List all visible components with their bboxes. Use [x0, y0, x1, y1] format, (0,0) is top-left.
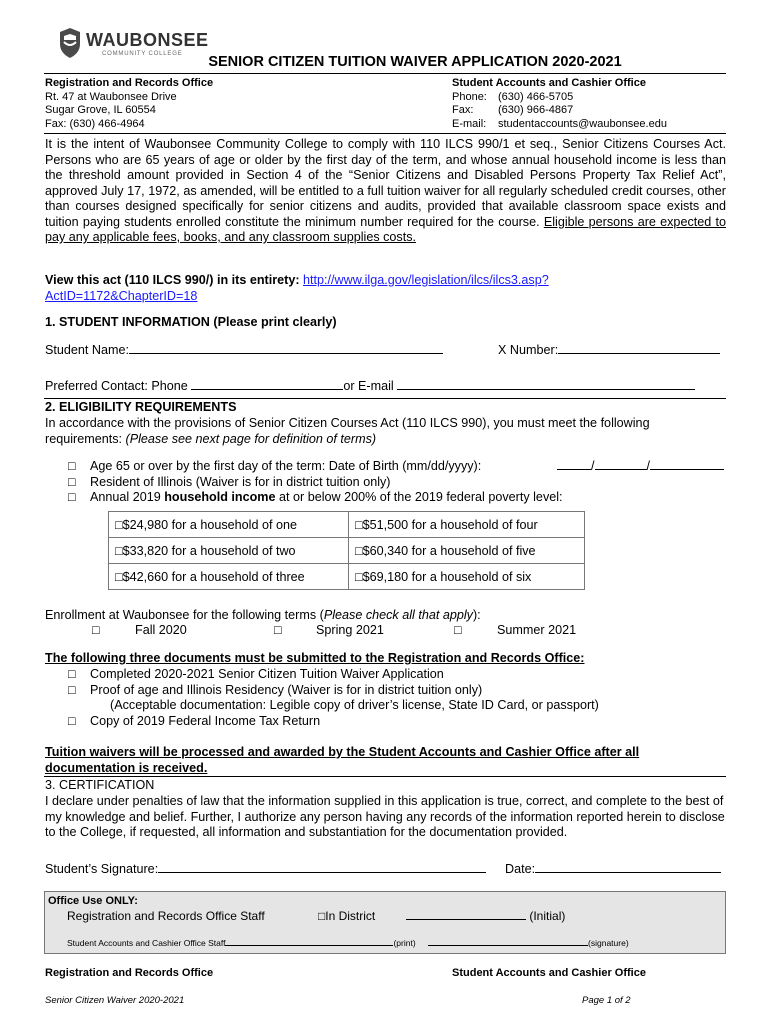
- fees-notice: Eligible persons are expected to pay any applicable fees, books, and any classroom supplies costs.: [45, 214, 726, 244]
- registration-address-line: Rt. 47 at Waubonsee Drive: [45, 90, 177, 103]
- signature-row: [45, 862, 726, 878]
- term-options: [92, 623, 612, 639]
- processing-notice: [45, 745, 735, 776]
- requirement-income-text-end: at or below 200% of the 2019 federal poverty level:: [275, 490, 563, 504]
- requirement-income-text: Annual 2019: [90, 490, 165, 504]
- act-link[interactable]: http://www.ilga.gov/legislation/ilcs/ilcs3.asp?: [303, 273, 549, 287]
- divider: [44, 398, 726, 399]
- act-link-continued[interactable]: ActID=1172&ChapterID=18: [45, 288, 198, 303]
- documents-list: [68, 667, 728, 729]
- table-row: [109, 564, 585, 590]
- requirement-income: [68, 490, 728, 506]
- logo-wordmark: WAUBONSEE: [86, 30, 209, 50]
- processing-notice-line: Tuition waivers will be processed and awarded by the Student Accounts and Cashier Office after all: [45, 745, 640, 759]
- income-table: [108, 511, 585, 590]
- checkbox[interactable]: □: [274, 623, 282, 637]
- processing-notice-line: documentation is received.: [45, 760, 208, 775]
- acceptable-documentation: (Acceptable documentation: Legible copy of driver’s license, State ID Card, or passport): [110, 698, 599, 712]
- in-district-checkbox[interactable]: □In District: [318, 909, 376, 923]
- checkbox[interactable]: □: [92, 623, 100, 637]
- email-label: E-mail:: [452, 117, 487, 130]
- initial-field[interactable]: [406, 919, 526, 920]
- requirement-resident: [68, 475, 728, 491]
- term-spring-2021: Spring 2021: [316, 623, 384, 637]
- divider: [44, 776, 726, 777]
- phone-field[interactable]: [191, 389, 343, 390]
- divider: [44, 73, 726, 74]
- enrollment-suffix: ):: [472, 608, 481, 622]
- or-email-label: or E-mail: [343, 379, 394, 393]
- eligibility-intro: [45, 416, 735, 447]
- birth-day-field[interactable]: [595, 469, 647, 470]
- email-field[interactable]: [397, 389, 695, 390]
- act-reference: [45, 273, 726, 304]
- bottom-registration-label: Registration and Records Office: [45, 967, 214, 979]
- registration-contact: [45, 77, 213, 131]
- requirements-list: [68, 459, 728, 506]
- footer-form-name: Senior Citizen Waiver 2020-2021: [45, 995, 185, 1006]
- student-name-field[interactable]: [129, 353, 443, 354]
- office-use-box: [44, 891, 726, 954]
- income-option[interactable]: □$24,980 for a household of one: [109, 512, 349, 538]
- document-item-text: Completed 2020-2021 Senior Citizen Tuition Waiver Application: [90, 667, 444, 681]
- section-3-heading: 3. CERTIFICATION: [45, 778, 155, 792]
- registration-office-title: Registration and Records Office: [45, 77, 214, 89]
- document-item: [68, 683, 728, 699]
- x-number-field[interactable]: [558, 353, 720, 354]
- income-option[interactable]: □$51,500 for a household of four: [349, 512, 585, 538]
- enrollment-terms-prompt: [45, 608, 481, 624]
- cashier-contact: [452, 77, 667, 131]
- office-use-title: Office Use ONLY:: [48, 895, 138, 907]
- income-option[interactable]: □$42,660 for a household of three: [109, 564, 349, 590]
- divider: [44, 133, 726, 134]
- certification-text: I declare under penalties of law that the information supplied in this application is true, correct, and complete to the best of my knowledge and belief. Further, I authorize any person having any records of the information reported herein to disclose to the College, if requested, all information and substantiation for the documentation provided.: [45, 794, 725, 839]
- act-label: View this act (110 ILCS 990/) in its entirety:: [45, 273, 300, 287]
- signature-caption: (signature): [588, 938, 629, 948]
- x-number-label: X Number:: [498, 343, 559, 357]
- fax-value: (630) 966-4867: [498, 104, 574, 116]
- eligibility-intro-note: (Please see next page for definition of terms): [125, 431, 377, 446]
- date-label: Date:: [505, 862, 536, 876]
- sa-staff-row: [67, 938, 629, 948]
- household-income-emphasis: household income: [164, 490, 276, 504]
- table-row: [109, 512, 585, 538]
- intro-text: It is the intent of Waubonsee Community College to comply with 110 ILCS 990/1 et seq., Senior Citizens Courses Act. Persons who are 65 years of age or older by the first day of the term, and whose annual household income is less than the threshold amount provided in Section 4 of the “Senior Citizens and Disabled Persons Property Tax Relief Act”, approved July 17, 1972, as amended, will be entitled to a full tuition waiver for all regularly scheduled credit courses, other than courses designed specifically for senior citizens and audits, provided that available classroom space exists and tuition paying students enrolled constitute the minimum number required for the course.: [45, 137, 726, 229]
- sa-signature-field[interactable]: [428, 945, 588, 946]
- registration-fax: Fax: (630) 466-4964: [45, 117, 145, 130]
- fax-label: Fax:: [452, 104, 474, 116]
- signature-label: Student’s Signature:: [45, 862, 159, 876]
- email-value: studentaccounts@waubonsee.edu: [498, 117, 667, 130]
- income-option[interactable]: □$69,180 for a household of six: [349, 564, 585, 590]
- table-row: [109, 538, 585, 564]
- section-2-heading: 2. ELIGIBILITY REQUIREMENTS: [45, 400, 237, 414]
- rr-staff-label: Registration and Records Office Staff: [67, 909, 265, 923]
- cashier-office-title: Student Accounts and Cashier Office: [452, 77, 646, 89]
- student-name-label: Student Name:: [45, 343, 130, 357]
- income-option[interactable]: □$60,340 for a household of five: [349, 538, 585, 564]
- enrollment-prefix: Enrollment at Waubonsee for the following terms (: [45, 608, 324, 622]
- documents-heading: The following three documents must be submitted to the Registration and Records Office:: [45, 651, 585, 665]
- preferred-contact-label: Preferred Contact: Phone: [45, 379, 188, 393]
- sa-print-field[interactable]: [225, 945, 393, 946]
- signature-field[interactable]: [158, 872, 486, 873]
- document-item: [68, 667, 728, 683]
- checkbox[interactable]: □: [68, 713, 76, 728]
- eligibility-intro-prefix: requirements:: [45, 431, 126, 446]
- page-title: SENIOR CITIZEN TUITION WAIVER APPLICATION 2020-2021: [208, 54, 622, 70]
- checkbox[interactable]: □: [68, 490, 76, 504]
- registration-address-line: Sugar Grove, IL 60554: [45, 104, 156, 116]
- date-field[interactable]: [535, 872, 721, 873]
- birth-month-field[interactable]: [557, 469, 591, 470]
- checkbox[interactable]: □: [68, 474, 76, 489]
- intro-paragraph: [45, 137, 726, 246]
- requirement-age-text: Age 65 or over by the first day of the term: Date of Birth (mm/dd/yyyy):: [90, 459, 482, 473]
- birth-year-field[interactable]: [650, 469, 724, 470]
- logo-subtitle: COMMUNITY COLLEGE: [102, 51, 183, 57]
- document-item-text: Proof of age and Illinois Residency (Waiver is for in district tuition only): [90, 682, 483, 697]
- student-name-row: [45, 343, 726, 359]
- requirement-age: □ Age 65 or over by the first day of the term: Date of Birth (mm/dd/yyyy): / /: [68, 459, 728, 475]
- enrollment-note: Please check all that apply: [323, 608, 473, 622]
- checkbox[interactable]: □: [68, 682, 76, 697]
- income-option[interactable]: □$33,820 for a household of two: [109, 538, 349, 564]
- bottom-cashier-label: Student Accounts and Cashier Office: [452, 967, 646, 979]
- requirement-resident-text: Resident of Illinois (Waiver is for in district tuition only): [90, 474, 391, 489]
- term-fall-2020: Fall 2020: [135, 623, 187, 637]
- preferred-contact-row: [45, 379, 726, 395]
- print-label: (print): [393, 938, 416, 948]
- section-1-heading: 1. STUDENT INFORMATION (Please print clearly): [45, 315, 337, 329]
- checkbox[interactable]: □: [68, 667, 76, 681]
- initial-row: [406, 909, 565, 923]
- checkbox[interactable]: □: [68, 459, 76, 473]
- document-item: [68, 714, 728, 730]
- sa-staff-label: Student Accounts and Cashier Office Staff: [67, 938, 226, 948]
- phone-label: Phone:: [452, 90, 487, 103]
- checkbox[interactable]: □: [454, 623, 462, 637]
- eligibility-intro-line: In accordance with the provisions of Senior Citizen Courses Act (110 ILCS 990), you must meet the following: [45, 416, 650, 430]
- phone-value: (630) 466-5705: [498, 90, 574, 103]
- term-summer-2021: Summer 2021: [497, 623, 577, 637]
- initial-label: (Initial): [529, 909, 566, 923]
- document-item-text: Copy of 2019 Federal Income Tax Return: [90, 713, 321, 728]
- footer-page-number: Page 1 of 2: [582, 995, 631, 1006]
